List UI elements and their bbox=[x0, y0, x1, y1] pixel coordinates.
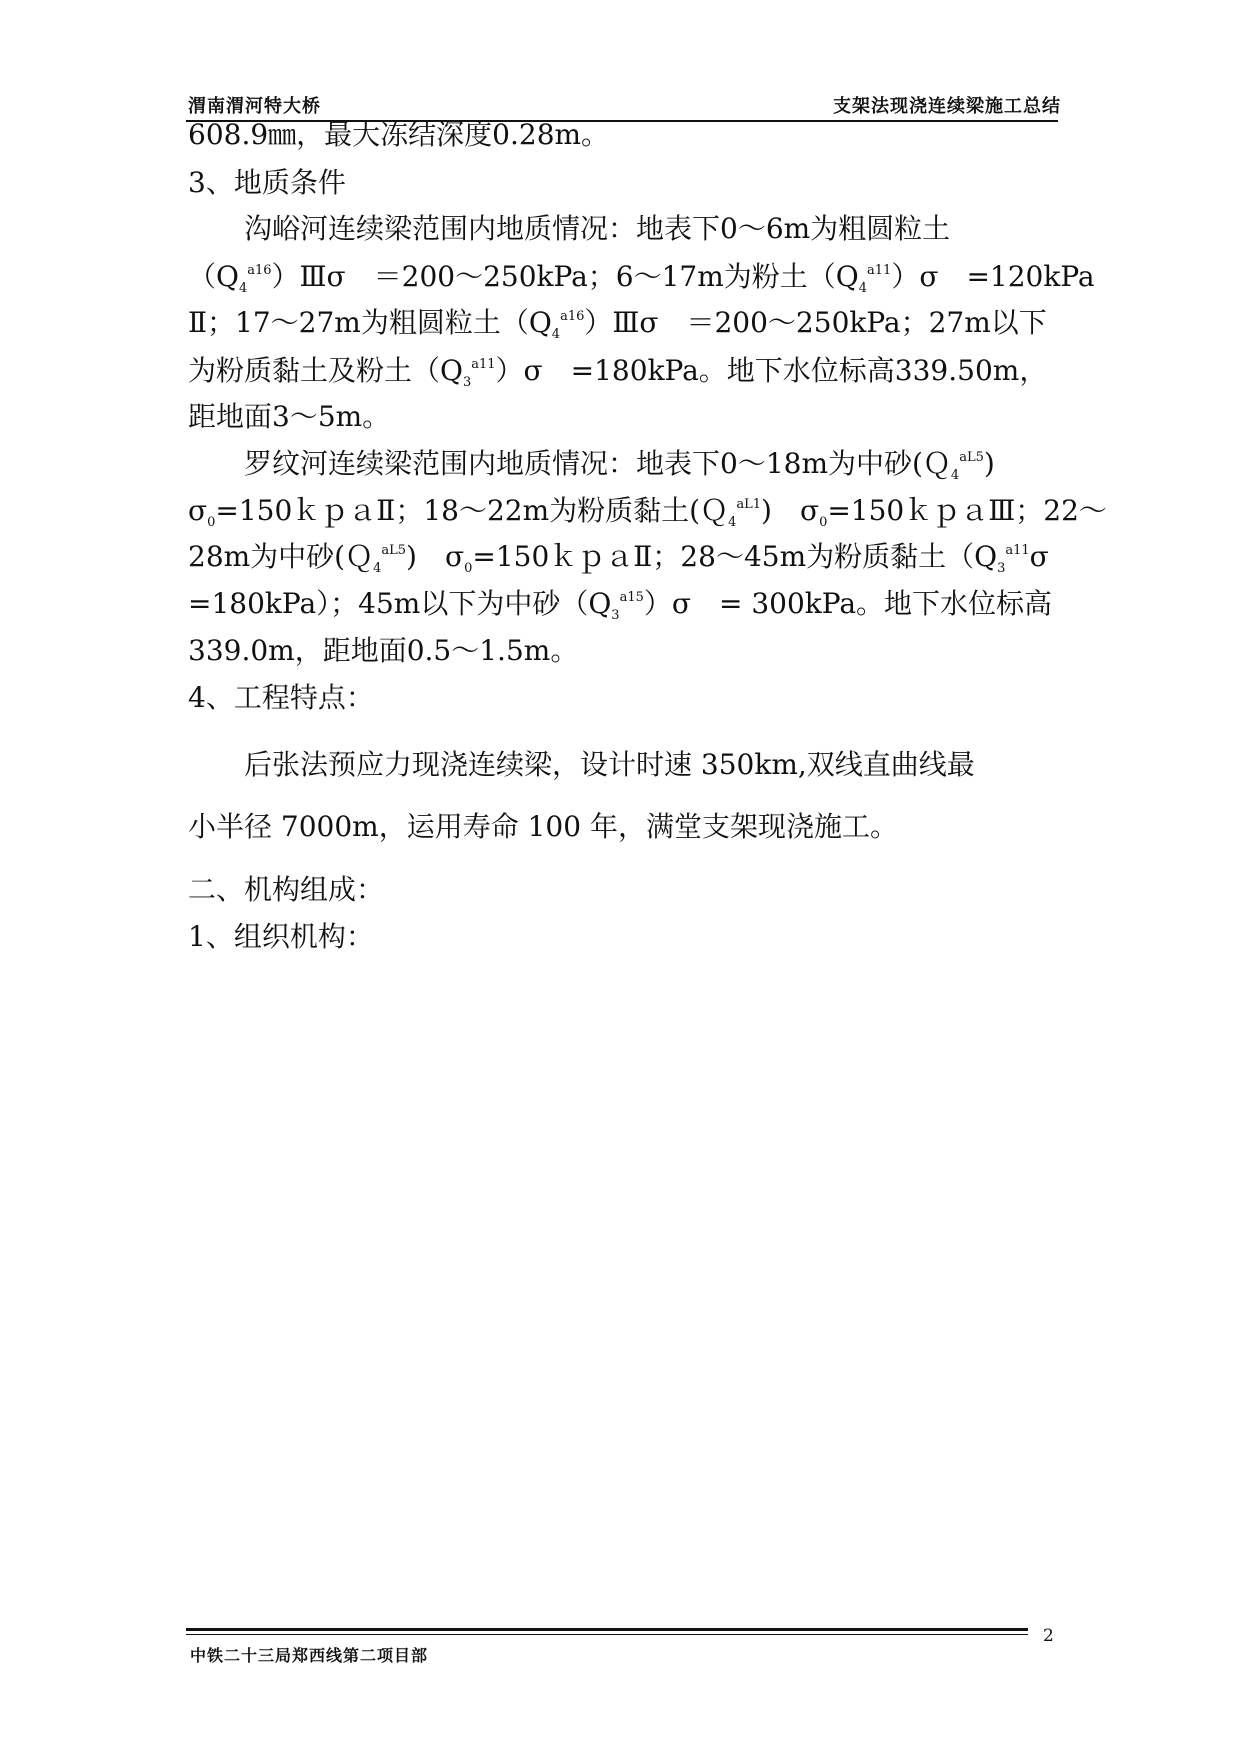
text-line bbox=[188, 494, 1107, 531]
footer-divider-thin bbox=[186, 1634, 1028, 1635]
text-span: 为粉质黏土及粉土（Q bbox=[188, 354, 463, 387]
text-line: 后张法预应力现浇连续梁，设计时速 350km,双线直曲线最 bbox=[244, 748, 975, 781]
text-span: =150ｋｐａⅡ；18～22m为粉质黏土(Ｑ bbox=[215, 494, 729, 527]
subscript: 0 bbox=[819, 515, 828, 530]
text-span: ) σ bbox=[761, 494, 820, 527]
subscript: 4 bbox=[551, 327, 561, 342]
header-right-title: 支架法现浇连续梁施工总结 bbox=[833, 96, 1061, 117]
text-span: ) bbox=[983, 447, 995, 480]
superscript: a16 bbox=[247, 263, 272, 278]
subscript: 4 bbox=[858, 281, 868, 296]
subscript: 4 bbox=[950, 468, 960, 483]
text-line bbox=[188, 260, 1095, 297]
superscript: a16 bbox=[560, 309, 585, 324]
subscript: 0 bbox=[207, 515, 216, 530]
superscript: aL5 bbox=[959, 450, 984, 465]
text-line: 距地面3～5m。 bbox=[188, 400, 391, 433]
text-span: ）σ =180kPa。地下水位标高339.50m， bbox=[495, 354, 1048, 387]
subscript: 4 bbox=[373, 561, 382, 576]
section-heading: 3、地质条件 bbox=[188, 166, 346, 199]
superscript: aL5 bbox=[381, 543, 407, 558]
text-line bbox=[188, 540, 1049, 577]
text-line: 小半径 7000m，运用寿命 100 年，满堂支架现浇施工。 bbox=[188, 810, 898, 843]
text-span: σ bbox=[188, 494, 208, 527]
subscript: 4 bbox=[238, 281, 248, 296]
superscript: a11 bbox=[1005, 543, 1030, 558]
text-span: （Q bbox=[188, 260, 239, 293]
text-line: 339.0m，距地面0.5～1.5m。 bbox=[188, 634, 579, 667]
text-span: =150ｋｐａⅡ；28～45m为粉质黏土（Q bbox=[472, 540, 998, 573]
text-span: 罗纹河连续梁范围内地质情况：地表下0～18m为中砂(Ｑ bbox=[244, 447, 951, 480]
text-span: ) σ bbox=[406, 540, 465, 573]
text-span: σ bbox=[1029, 540, 1049, 573]
text-span: Ⅱ；17～27m为粗圆粒土（Q bbox=[188, 306, 552, 339]
text-line bbox=[244, 447, 995, 484]
text-span: ）σ =120kPa bbox=[891, 260, 1095, 293]
text-span: ）Ⅲσ ＝200～250kPa；27m以下 bbox=[584, 306, 1047, 339]
text-span: ）Ⅲσ ＝200～250kPa；6～17m为粉土（Q bbox=[271, 260, 859, 293]
section-heading: 4、工程特点： bbox=[188, 681, 374, 714]
text-line: 沟峪河连续梁范围内地质情况：地表下0～6m为粗圆粒土 bbox=[244, 212, 951, 245]
superscript: aL1 bbox=[736, 497, 762, 512]
text-span: ）σ = 300kPa。地下水位标高 bbox=[643, 587, 1053, 620]
footer-organization: 中铁二十三局郑西线第二项目部 bbox=[190, 1646, 429, 1665]
text-span: =150ｋｐａⅢ；22～ bbox=[827, 494, 1107, 527]
superscript: a11 bbox=[867, 263, 892, 278]
text-span: 28m为中砂(Ｑ bbox=[188, 540, 374, 573]
superscript: a15 bbox=[619, 590, 644, 605]
subscript: 3 bbox=[997, 561, 1006, 576]
text-line: 608.9㎜，最大冻结深度0.28m。 bbox=[188, 118, 610, 151]
text-line bbox=[188, 354, 1047, 391]
text-line bbox=[188, 587, 1052, 624]
superscript: a11 bbox=[471, 357, 496, 372]
page-number: 2 bbox=[1043, 1626, 1054, 1646]
text-line bbox=[188, 306, 1047, 343]
subscript: 3 bbox=[611, 608, 620, 623]
subscript: 3 bbox=[462, 375, 472, 390]
header-left-title: 渭南渭河特大桥 bbox=[188, 96, 321, 117]
subscript: 4 bbox=[728, 515, 737, 530]
text-span: =180kPa）；45m以下为中砂（Q bbox=[188, 587, 612, 620]
section-heading: 二、机构组成： bbox=[188, 873, 385, 906]
section-heading: 1、组织机构： bbox=[188, 920, 374, 953]
subscript: 0 bbox=[464, 561, 473, 576]
footer-divider bbox=[186, 1628, 1028, 1631]
